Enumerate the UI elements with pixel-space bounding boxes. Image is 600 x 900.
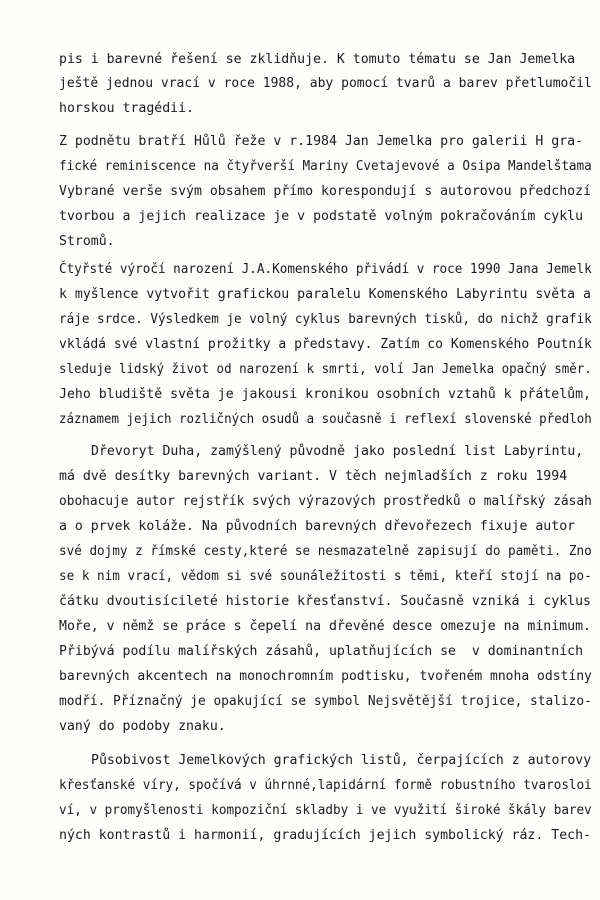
text-line: své dojmy z římské cesty,které se nesmazatelně zapisují do paměti. Zno [59,544,592,559]
text-line: křesťanské víry, spočívá v úhrnné,lapidární formě robustního tvarosloi [59,778,592,793]
text-line: horskou tragédii. [59,101,194,116]
text-line: Dřevoryt Duha, zamýšlený původně jako poslední list Labyrintu, [91,444,584,459]
text-line: sleduje lidský život od narození k smrti, volí Jan Jemelka opačný směr. [59,362,592,377]
text-line: modří. Příznačný je opakující se symbol Nejsvětější trojice, stalizo- [59,694,592,709]
text-line: obohacuje autor rejstřík svých výrazových prostředků o malířský zásah [59,494,592,509]
text-line: záznamem jejich rozličných osudů a současně i reflexí slovenské předloh [59,412,592,427]
text-line: Přibývá podílu malířských zásahů, uplatňujících se v dominantních [59,644,584,659]
text-line: Působivost Jemelkových grafických listů, čerpajících z autorovy [91,753,592,768]
text-line: čátku dvoutisícileté historie křesťanství. Současně vzniká i cyklus [59,594,591,609]
text-line: Vybrané verše svým obsahem přímo korespondují s autorovou předchozí [59,184,591,199]
text-line: má dvě desítky barevných variant. V těch nejmladších z roku 1994 [59,469,568,484]
text-line: ráje srdce. Výsledkem je volný cyklus barevných tisků, do nichž grafik [59,312,592,327]
text-line: Čtyřsté výročí narození J.A.Komenského přivádí v roce 1990 Jana Jemelk [59,262,592,277]
text-line: fické reminiscence na čtyřverší Mariny Cvetajevové a Osipa Mandelštama [59,159,592,174]
text-line: Z podnětu bratří Hůlů řeže v r.1984 Jan Jemelka pro galerii H gra- [59,134,584,149]
text-line: Stromů. [59,234,115,249]
text-line: a o prvek koláže. Na původních barevných dřevořezech fixuje autor [59,519,576,534]
text-line: vkládá své vlastní prožitky a představy. Zatím co Komenského Poutník [59,337,592,352]
text-line: Jeho bludiště světa je jakousi kronikou osobních vztahů k přátelům, [59,387,591,402]
text-line: tvorbou a jejich realizace je v podstatě volným pokračováním cyklu [59,209,584,224]
text-line: ných kontrastů i harmonií, gradujících jejich symbolický ráz. Tech- [59,828,591,843]
text-line: ví, v promyšlenosti kompoziční skladby i ve využití široké škály barev [59,803,592,818]
text-line: barevných akcentech na monochromním podtisku, tvořeném mnoha odstíny [59,669,592,684]
text-line: k myšlence vytvořit grafickou paralelu Komenského Labyrintu světa a [59,287,591,302]
text-line: pis i barevné řešení se zklidňuje. K tomuto tématu se Jan Jemelka [59,52,576,67]
text-line: se k nim vrací, vědom si své sounáležitosti s těmi, kteří stojí na po- [59,569,592,584]
text-line: vaný do podoby znaku. [59,719,226,734]
text-line: ještě jednou vrací v roce 1988, aby pomocí tvarů a barev přetlumočil [59,76,592,91]
text-line: Moře, v němž se práce s čepelí na dřevěné desce omezuje na minimum. [59,619,591,634]
